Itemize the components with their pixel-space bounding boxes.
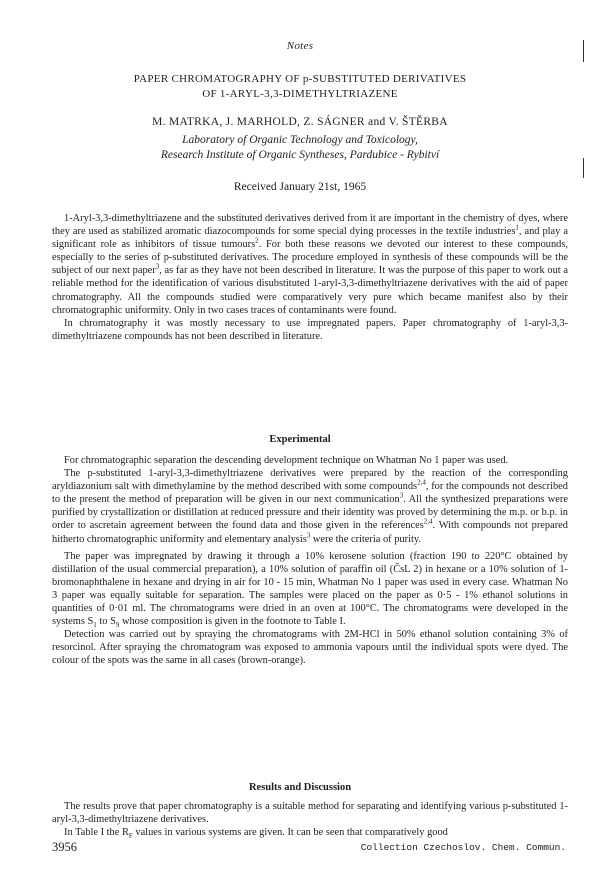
- author-list: M. MATRKA, J. MARHOLD, Z. SÁGNER and V. ŠTĚRBA: [152, 116, 448, 128]
- received-date: Received January 21st, 1965: [233, 181, 367, 193]
- section-heading-results: Results and Discussion: [248, 782, 352, 793]
- experimental-paragraph: The p-substituted 1-aryl-3,3-dimethyltriazene derivatives were prepared by the reaction of the corresponding aryldiazonium salt with dimethylamine by the method described with some compounds$^{2,4}$, for the compounds not described to the present the method of preparation will be given in our next communication$^3$. All the synthesized preparations were purified by crystallization or distillation at reduced pressure and their identity was proved by determining the m.p. or b.p. in order to ascretain agreement between the found data and those given in the references$^{2,4}$. With compounds not prepared hitherto chromatographic uniformity and elementary analysis$^3$ were the criteria of purity.: [52, 468, 568, 545]
- title-line-2: OF 1-ARYL-3,3-DIMETHYLTRIAZENE: [202, 88, 398, 100]
- results-paragraph: The results prove that paper chromatography is a suitable method for separating and identifying various p-substituted 1-aryl-3,3-dimethyltriazene derivatives.: [52, 801, 568, 826]
- affiliation-line-1: Laboratory of Organic Technology and Toxicology,: [182, 134, 418, 146]
- experimental-paragraph: The paper was impregnated by drawing it through a 10% kerosene solution (fraction 190 to 220°C obtained by distillation of the usual commercial preparation), a 10% solution of paraffin oil (ČsL 2) in hexane or a 10% solution of 1-bromonaphthalene in hexane and drying in air for 10 - 15 min, Whatman No 1 paper was used in every case. Whatman No 3 paper was equally suitable for separation. The samples were placed on the paper as 0·5 - 1% ethanol solutions in quantities of 0·01 ml. The chromatograms were dried in an oven at 100°C. The chromatograms were developed in the systems $S_1$ to $S_9$ whose composition is given in the footnote to Table I.: [52, 550, 568, 630]
- experimental-paragraph: Detection was carried out by spraying the chromatograms with 2M-HCl in 50% ethanol solution containing 3% of resorcinol. After spraying the chromatogram was exposed to ammonia vapours until the individual spots were dyed. The colour of the spots was the same in all cases (brown-orange).: [52, 629, 568, 667]
- affiliation-line-2: Research Institute of Organic Syntheses, Pardubice - Rybitví: [160, 149, 440, 161]
- journal-name: Collection Czechoslov. Chem. Commun.: [360, 842, 566, 853]
- introduction: [52, 212, 568, 343]
- intro-paragraph: 1-Aryl-3,3-dimethyltriazene and the substituted derivatives derived from it are important in the chemistry of dyes, where they are used as stabilized aromatic diazocompounds for some special dying processes in the textile industries$^1$, and play a significant role as inhibitors of tissue tumours$^2$. For both these reasons we devoted our interest to these compounds, especially to the series of p-substituted derivatives. The procedure employed in synthesis of these compounds will be the subject of our next paper$^3$, as far as they have not been described in literature. It was the purpose of this paper to work out a reliable method for the identification of various disubstituted 1-aryl-3,3-dimethyltriazene derivatives with the aid of paper chromatography. All the compounds studied were comparatively very pure which became manifest also by their chromatographic uniformity. Only in two cases traces of contaminants were found.: [52, 213, 568, 316]
- experimental-section: [52, 454, 568, 668]
- results-section: [52, 800, 568, 839]
- affiliation: [0, 133, 600, 163]
- intro-paragraph: In chromatography it was mostly necessary to use impregnated papers. Paper chromatography of 1-aryl-3,3-dimethyltriazene compounds has not been described in literature.: [52, 317, 568, 342]
- results-paragraph: In Table I the $R_F$ values in various systems are given. It can be seen that comparatively good: [64, 827, 448, 841]
- title-line-1: PAPER CHROMATOGRAPHY OF p-SUBSTITUTED DERIVATIVES: [133, 73, 467, 85]
- page-number: 3956: [52, 840, 77, 854]
- section-heading-experimental: Experimental: [269, 434, 331, 445]
- running-header: Notes: [286, 40, 314, 52]
- article-title: [70, 72, 530, 102]
- experimental-paragraph: For chromatographic separation the descending development technique on Whatman No 1 paper was used.: [64, 455, 509, 466]
